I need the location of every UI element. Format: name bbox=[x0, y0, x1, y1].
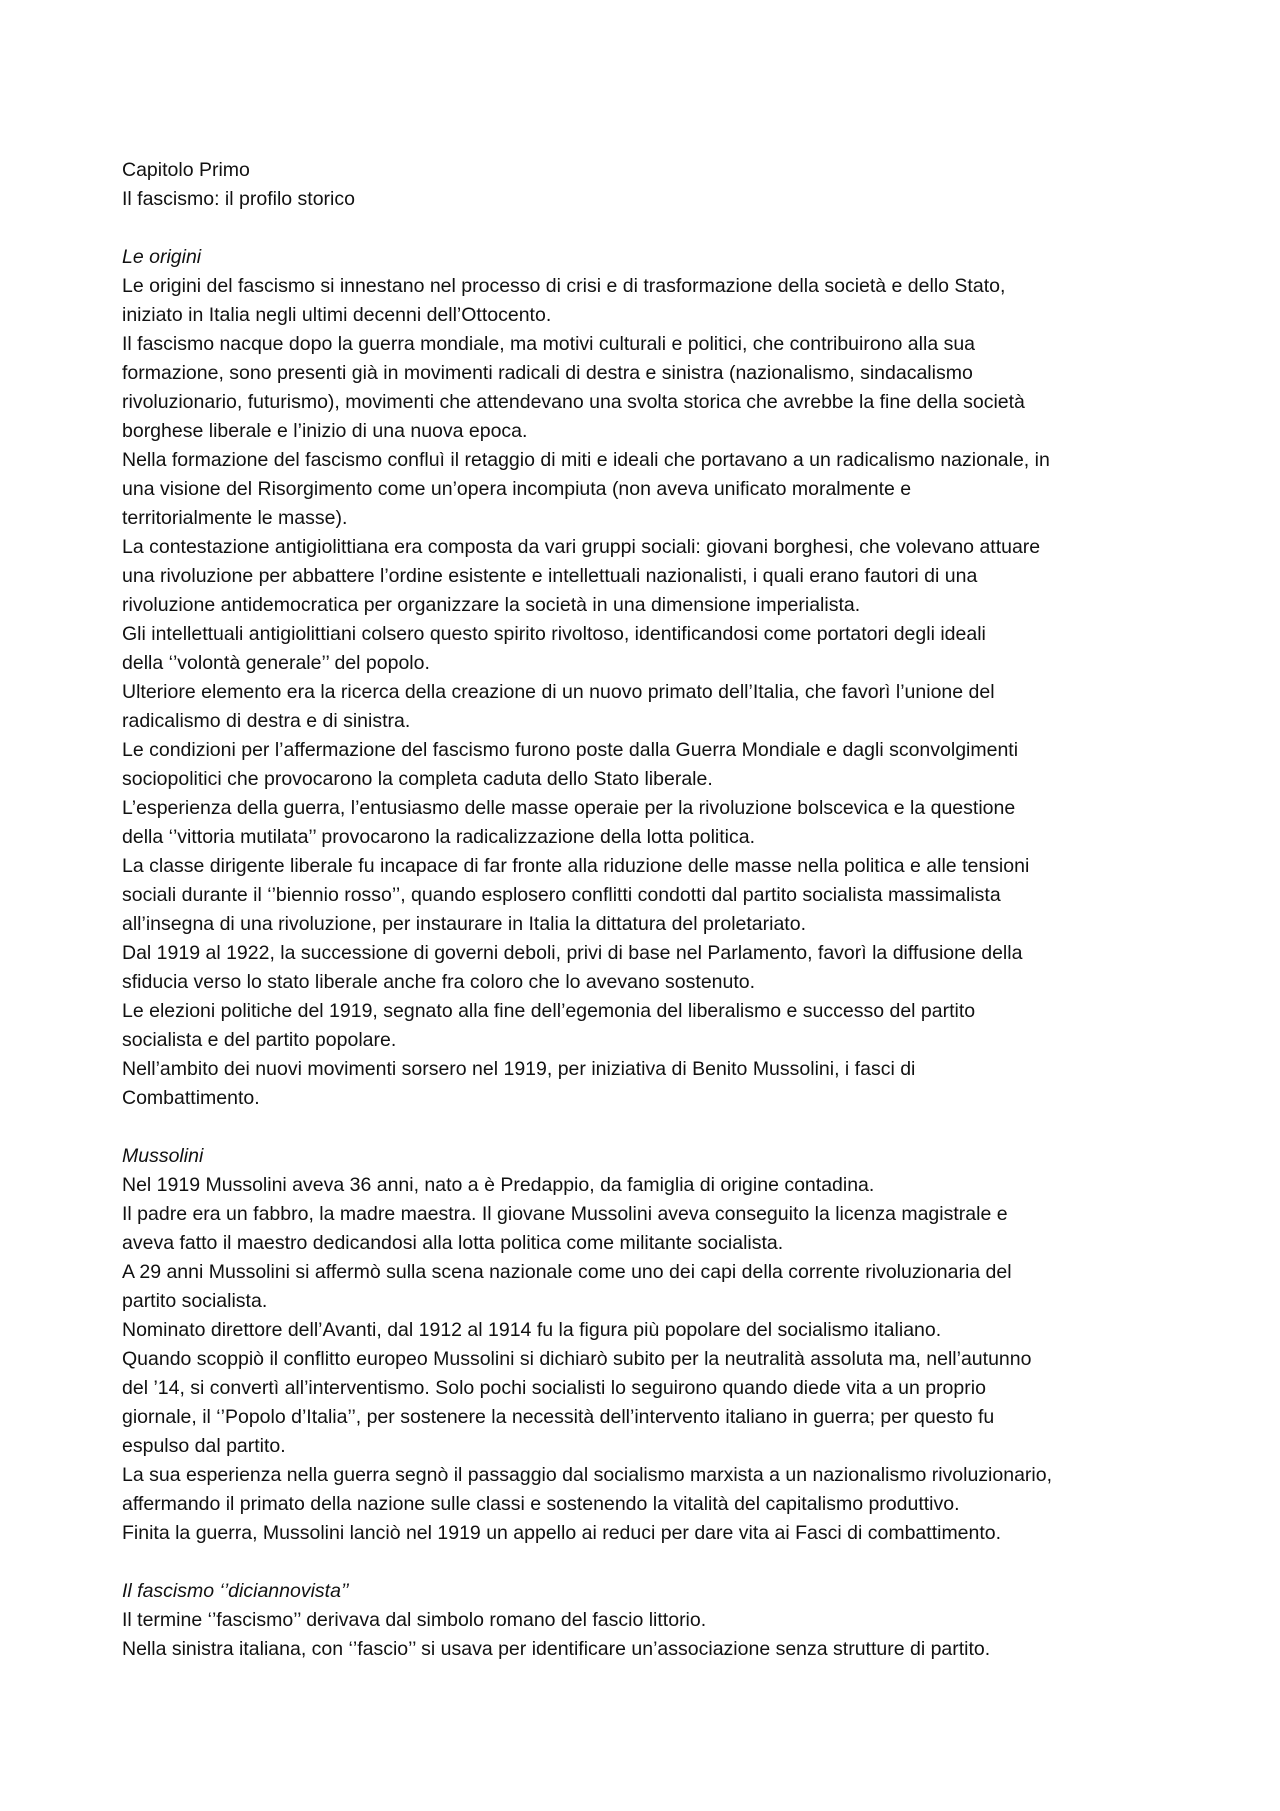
section-heading: Mussolini bbox=[122, 1145, 204, 1167]
paragraph-line: socialista e del partito popolare. bbox=[122, 1029, 397, 1051]
paragraph-line: A 29 anni Mussolini si affermò sulla scena nazionale come uno dei capi della corrente rivoluzionaria del bbox=[122, 1261, 1012, 1283]
section bbox=[122, 1577, 1172, 1664]
paragraph-line: della ‘’volontà generale’’ del popolo. bbox=[122, 652, 430, 674]
paragraph-line: partito socialista. bbox=[122, 1290, 268, 1312]
spacer bbox=[122, 1548, 1172, 1577]
paragraph-line: borghese liberale e l’inizio di una nuova epoca. bbox=[122, 420, 528, 442]
paragraph-line: una rivoluzione per abbattere l’ordine esistente e intellettuali nazionalisti, i quali erano fautori di una bbox=[122, 565, 978, 587]
spacer bbox=[122, 1113, 1172, 1142]
paragraph-line: una visione del Risorgimento come un’opera incompiuta (non aveva unificato moralmente e bbox=[122, 478, 912, 500]
section bbox=[122, 243, 1172, 1113]
paragraph-line: Nel 1919 Mussolini aveva 36 anni, nato a è Predappio, da famiglia di origine contadina. bbox=[122, 1174, 875, 1196]
paragraph-line: Dal 1919 al 1922, la successione di governi deboli, privi di base nel Parlamento, favorì la diffusione della bbox=[122, 942, 1023, 964]
paragraph-line: Ulteriore elemento era la ricerca della creazione di un nuovo primato dell’Italia, che favorì l’unione del bbox=[122, 681, 995, 703]
paragraph-line: Le origini del fascismo si innestano nel processo di crisi e di trasformazione della società e dello Stato, bbox=[122, 275, 1006, 297]
paragraph-line: espulso dal partito. bbox=[122, 1435, 286, 1457]
paragraph-line: Il padre era un fabbro, la madre maestra. Il giovane Mussolini aveva conseguito la licenza magistrale e bbox=[122, 1203, 1008, 1225]
paragraph-line: La classe dirigente liberale fu incapace di far fronte alla riduzione delle masse nella politica e alle tensioni bbox=[122, 855, 1030, 877]
paragraph-line: Finita la guerra, Mussolini lanciò nel 1919 un appello ai reduci per dare vita ai Fasci di combattimento. bbox=[122, 1522, 1002, 1544]
paragraph-line: sociali durante il ‘’biennio rosso’’, quando esplosero conflitti condotti dal partito socialista massimalista bbox=[122, 884, 1001, 906]
paragraph-line: Gli intellettuali antigiolittiani colsero questo spirito rivoltoso, identificandosi come portatori degli ideali bbox=[122, 623, 986, 645]
paragraph-line: formazione, sono presenti già in movimenti radicali di destra e sinistra (nazionalismo, sindacalismo bbox=[122, 362, 973, 384]
paragraph-line: affermando il primato della nazione sulle classi e sostenendo la vitalità del capitalismo produttivo. bbox=[122, 1493, 960, 1515]
paragraph-line: Quando scoppiò il conflitto europeo Mussolini si dichiarò subito per la neutralità assoluta ma, nell’autunno bbox=[122, 1348, 1032, 1370]
paragraph-line: Il termine ‘’fascismo’’ derivava dal simbolo romano del fascio littorio. bbox=[122, 1609, 707, 1631]
paragraph-line: all’insegna di una rivoluzione, per instaurare in Italia la dittatura del proletariato. bbox=[122, 913, 806, 935]
paragraph-line: sfiducia verso lo stato liberale anche fra coloro che lo avevano sostenuto. bbox=[122, 971, 756, 993]
paragraph-line: La contestazione antigiolittiana era composta da vari gruppi sociali: giovani borghesi, che volevano attuare bbox=[122, 536, 1041, 558]
chapter-label: Capitolo Primo bbox=[122, 159, 250, 181]
paragraph-line: Il fascismo nacque dopo la guerra mondiale, ma motivi culturali e politici, che contribuirono alla sua bbox=[122, 333, 976, 355]
paragraph-line: La sua esperienza nella guerra segnò il passaggio dal socialismo marxista a un nazionalismo rivoluzionario, bbox=[122, 1464, 1053, 1486]
paragraph-line: del ’14, si convertì all’interventismo. Solo pochi socialisti lo seguirono quando diede vita a un proprio bbox=[122, 1377, 986, 1399]
paragraph-line: Le elezioni politiche del 1919, segnato alla fine dell’egemonia del liberalismo e successo del partito bbox=[122, 1000, 976, 1022]
paragraph-line: Le condizioni per l’affermazione del fascismo furono poste dalla Guerra Mondiale e dagli sconvolgimenti bbox=[122, 739, 1019, 761]
paragraph-line: radicalismo di destra e di sinistra. bbox=[122, 710, 411, 732]
paragraph-line: rivoluzionario, futurismo), movimenti che attendevano una svolta storica che avrebbe la fine della società bbox=[122, 391, 1025, 413]
paragraph-line: iniziato in Italia negli ultimi decenni dell’Ottocento. bbox=[122, 304, 552, 326]
section bbox=[122, 1142, 1172, 1548]
spacer bbox=[122, 214, 1172, 243]
sections-container bbox=[122, 243, 1172, 1664]
paragraph-line: Nella sinistra italiana, con ‘’fascio’’ si usava per identificare un’associazione senza strutture di partito. bbox=[122, 1638, 991, 1660]
paragraph-line: Combattimento. bbox=[122, 1087, 260, 1109]
section-heading: Il fascismo ‘’diciannovista’’ bbox=[122, 1580, 349, 1602]
paragraph-line: della ‘’vittoria mutilata’’ provocarono la radicalizzazione della lotta politica. bbox=[122, 826, 755, 848]
paragraph-line: Nell’ambito dei nuovi movimenti sorsero nel 1919, per iniziativa di Benito Mussolini, i fasci di bbox=[122, 1058, 916, 1080]
paragraph-line: sociopolitici che provocarono la completa caduta dello Stato liberale. bbox=[122, 768, 713, 790]
paragraph-line: aveva fatto il maestro dedicandosi alla lotta politica come militante socialista. bbox=[122, 1232, 784, 1254]
section-heading: Le origini bbox=[122, 246, 202, 268]
document-body bbox=[122, 156, 1172, 1664]
paragraph-line: Nominato direttore dell’Avanti, dal 1912 al 1914 fu la figura più popolare del socialismo italiano. bbox=[122, 1319, 942, 1341]
paragraph-line: giornale, il ‘’Popolo d’Italia’’, per sostenere la necessità dell’intervento italiano in guerra; per questo fu bbox=[122, 1406, 995, 1428]
paragraph-line: Nella formazione del fascismo confluì il retaggio di miti e ideali che portavano a un radicalismo nazionale, in bbox=[122, 449, 1050, 471]
paragraph-line: territorialmente le masse). bbox=[122, 507, 348, 529]
paragraph-line: rivoluzione antidemocratica per organizzare la società in una dimensione imperialista. bbox=[122, 594, 861, 616]
paragraph-line: L’esperienza della guerra, l’entusiasmo delle masse operaie per la rivoluzione bolscevica e la questione bbox=[122, 797, 1016, 819]
chapter-title: Il fascismo: il profilo storico bbox=[122, 188, 355, 210]
